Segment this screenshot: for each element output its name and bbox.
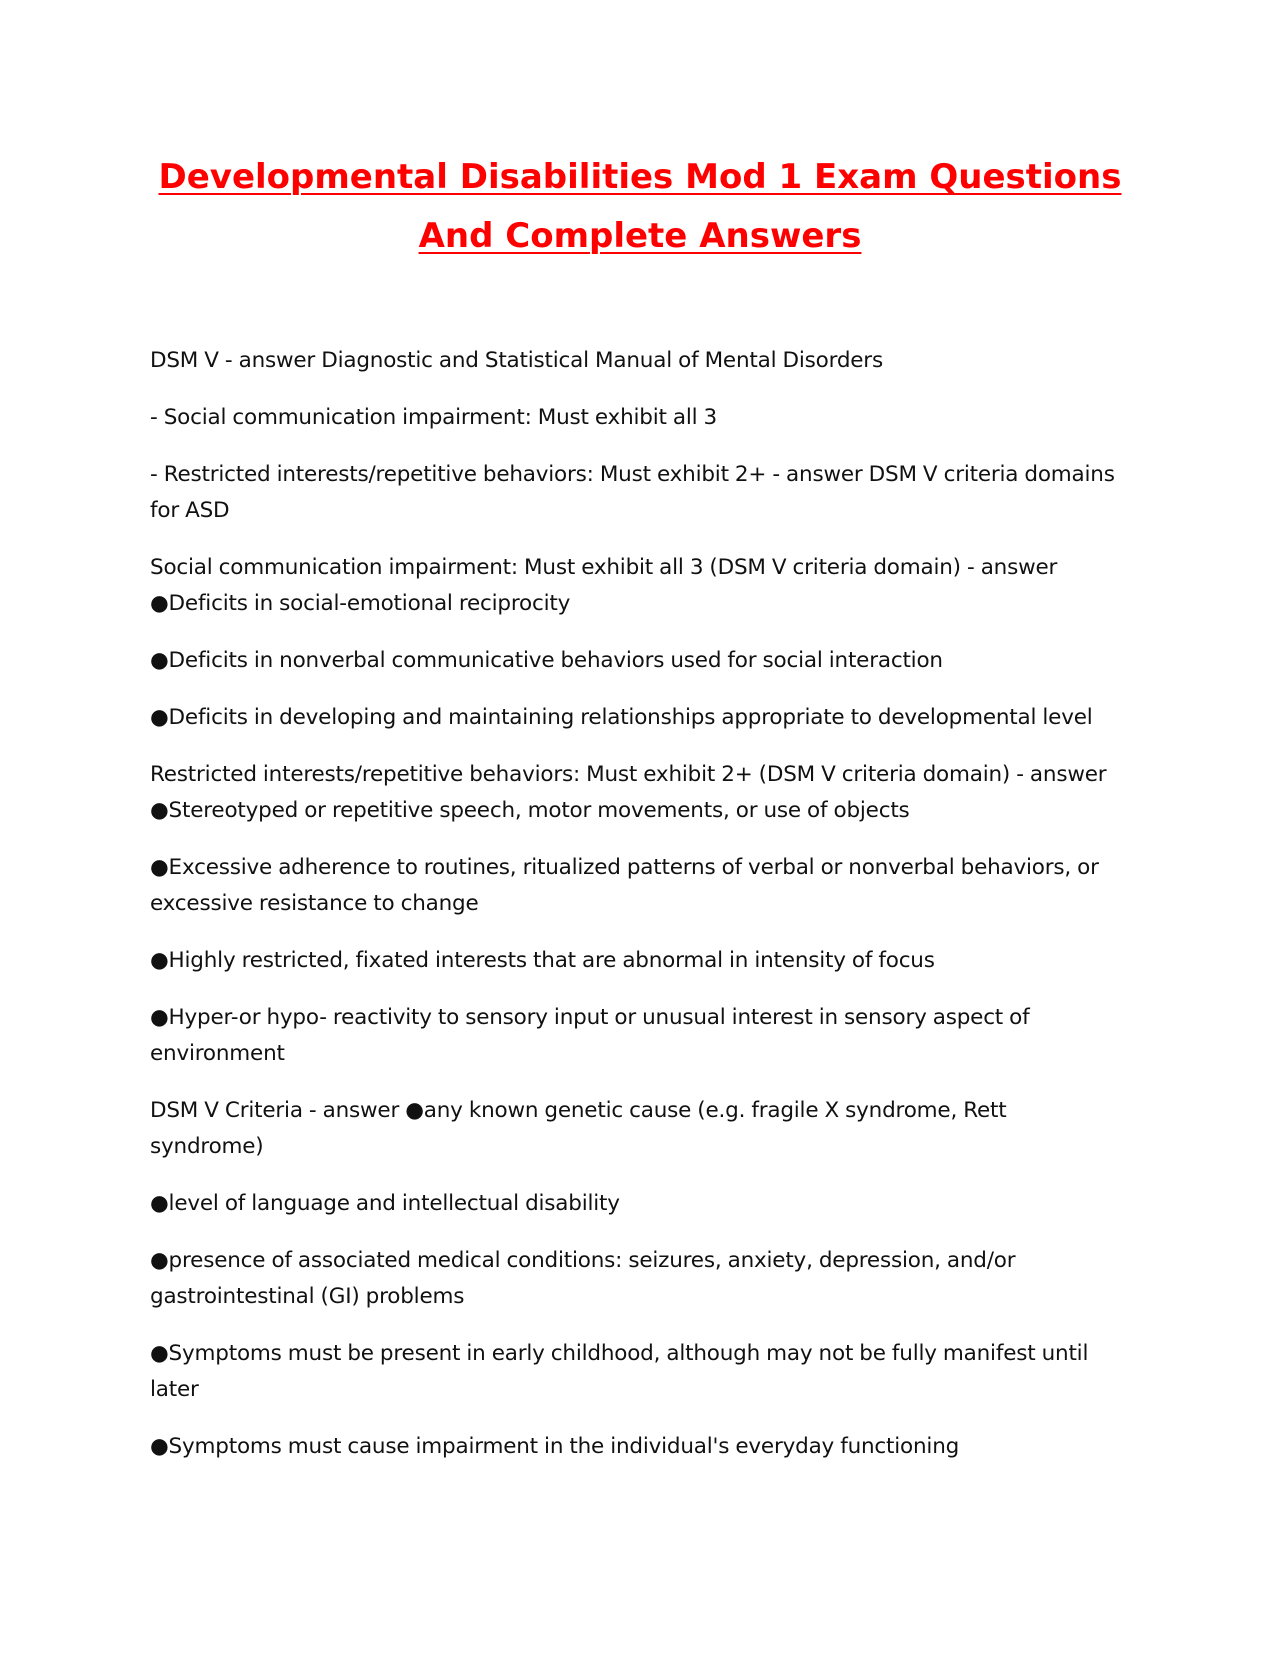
paragraph-dsm-criteria [150,1093,1140,1165]
paragraph-nonverbal-deficits [150,643,1140,679]
paragraph-restricted-domain [150,757,1140,829]
text-line: - Restricted interests/repetitive behaviors: Must exhibit 2+ - answer DSM V criteria domains [150,462,1115,487]
document-title [120,148,1160,266]
text-line: excessive resistance to change [150,891,479,916]
title-line-2: And Complete Answers [418,216,862,256]
text-line: syndrome) [150,1134,264,1159]
text-line: ●Symptoms must be present in early childhood, although may not be fully manifest until [150,1341,1089,1366]
paragraph-early-childhood [150,1336,1140,1408]
text-line: ●Deficits in nonverbal communicative behaviors used for social interaction [150,648,943,673]
text-line: ●Stereotyped or repetitive speech, motor movements, or use of objects [150,798,910,823]
text-line: ●Deficits in social-emotional reciprocity [150,591,571,616]
paragraph-social-communication [150,400,1140,436]
paragraph-sensory [150,1000,1140,1072]
text-line: DSM V - answer Diagnostic and Statistical Manual of Mental Disorders [150,348,883,373]
text-line: DSM V Criteria - answer ●any known genetic cause (e.g. fragile X syndrome, Rett [150,1098,1007,1123]
text-line: later [150,1377,199,1402]
paragraph-language-level [150,1186,1140,1222]
text-line: ●presence of associated medical conditions: seizures, anxiety, depression, and/or [150,1248,1016,1273]
text-line: ●Deficits in developing and maintaining relationships appropriate to developmental level [150,705,1093,730]
text-line: ●level of language and intellectual disability [150,1191,620,1216]
text-line: Restricted interests/repetitive behaviors: Must exhibit 2+ (DSM V criteria domain) - answer [150,762,1107,787]
paragraph-restricted-interests [150,457,1140,529]
paragraph-social-communication-domain [150,550,1140,622]
text-line: environment [150,1041,285,1066]
paragraph-routines [150,850,1140,922]
paragraph-dsm-v [150,343,1140,379]
text-line: ●Highly restricted, fixated interests that are abnormal in intensity of focus [150,948,935,973]
text-line: ●Hyper-or hypo- reactivity to sensory input or unusual interest in sensory aspect of [150,1005,1030,1030]
paragraph-relationship-deficits [150,700,1140,736]
title-line-1: Developmental Disabilities Mod 1 Exam Questions [158,157,1122,197]
document-body [150,343,1140,1486]
text-line: gastrointestinal (GI) problems [150,1284,465,1309]
paragraph-medical-conditions [150,1243,1140,1315]
text-line: - Social communication impairment: Must exhibit all 3 [150,405,717,430]
text-line: ●Symptoms must cause impairment in the individual's everyday functioning [150,1434,960,1459]
text-line: ●Excessive adherence to routines, ritualized patterns of verbal or nonverbal behaviors, or [150,855,1099,880]
text-line: Social communication impairment: Must exhibit all 3 (DSM V criteria domain) - answer [150,555,1058,580]
text-line: for ASD [150,498,230,523]
paragraph-impairment [150,1429,1140,1465]
paragraph-fixated-interests [150,943,1140,979]
